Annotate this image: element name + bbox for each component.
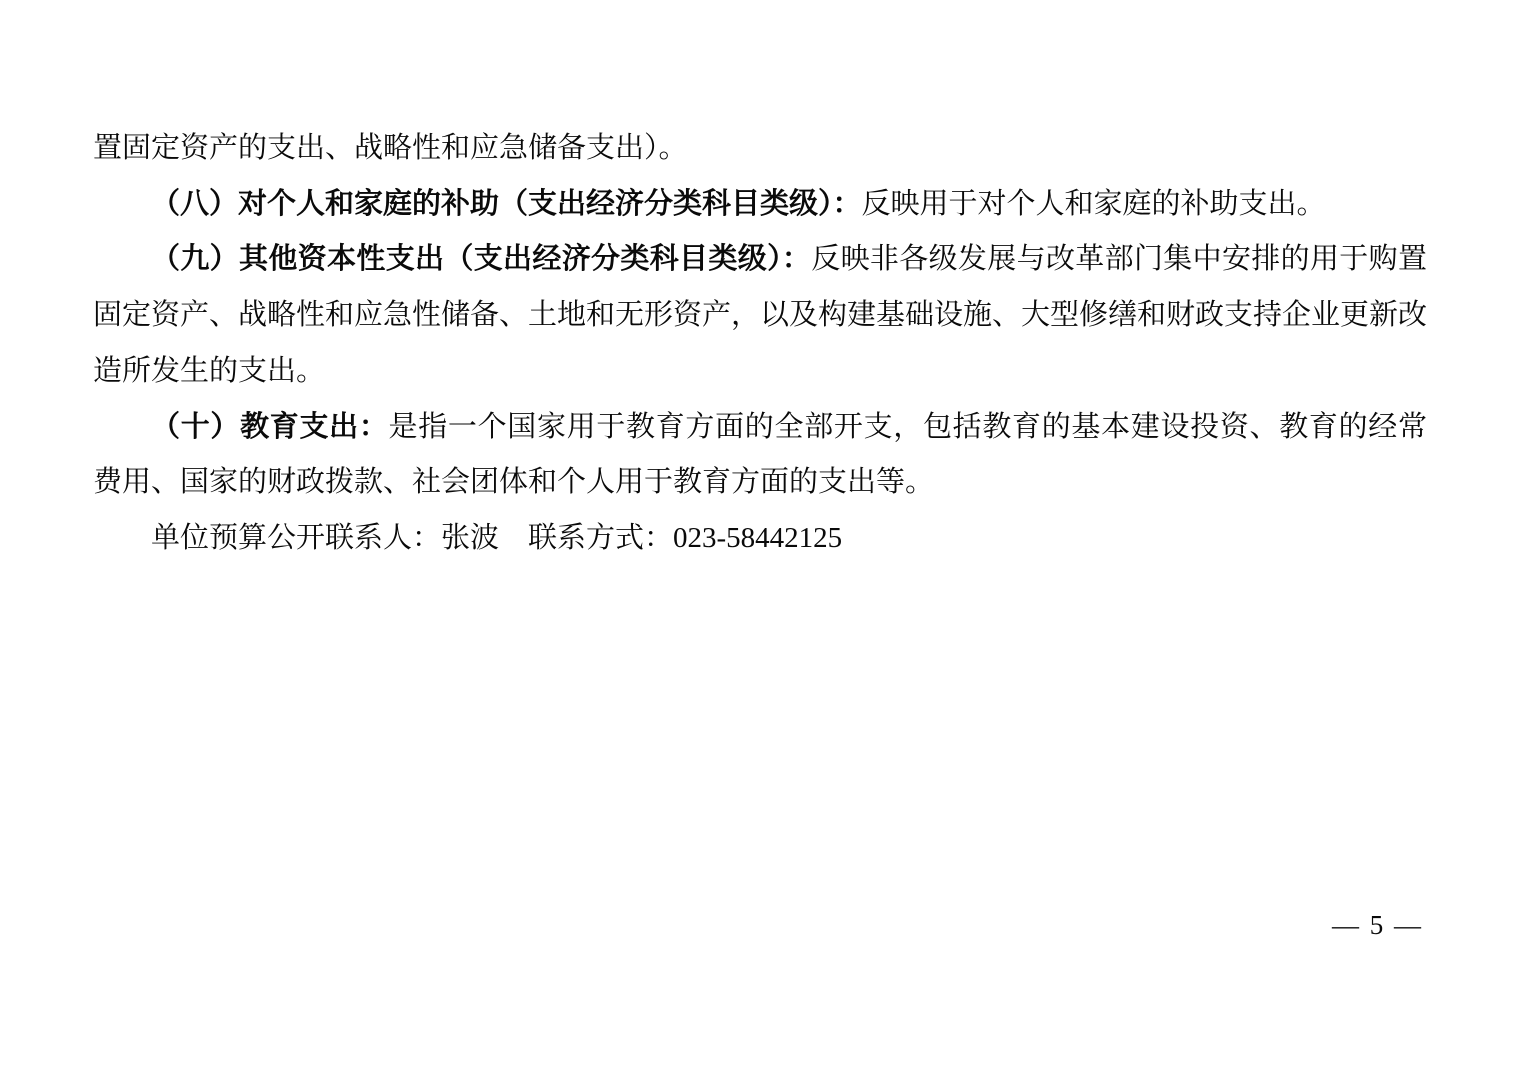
page-number: — 5 — <box>1332 910 1423 940</box>
paragraph-text: 置固定资产的支出、战略性和应急储备支出）。 <box>93 132 688 164</box>
paragraph-lead: （八）对个人和家庭的补助（支出经济分类科目类级）： <box>151 187 862 220</box>
paragraph-contact <box>93 511 1427 567</box>
paragraph-text: 反映非各级发展与改革部门集中安排的用于购置固定资产、战略性和应急性储备、土地和无形资产，以及构建基础设施、大型修缮和财政支持企业更新改造所发生的支出。 <box>93 243 1428 387</box>
paragraph-continuation <box>93 121 1427 177</box>
paragraph-lead: （十）教育支出： <box>151 410 389 443</box>
paragraph-lead: （九）其他资本性支出（支出经济分类科目类级）： <box>151 243 812 276</box>
paragraph-text: 是指一个国家用于教育方面的全部开支，包括教育的基本建设投资、教育的经常费用、国家的财政拨款、社会团体和个人用于教育方面的支出等。 <box>93 410 1427 499</box>
paragraph-text: 反映用于对个人和家庭的补助支出。 <box>861 187 1326 220</box>
contact-text: 单位预算公开联系人：张波 联系方式：023-58442125 <box>151 521 843 554</box>
paragraph-item-8 <box>93 177 1427 233</box>
paragraph-item-10 <box>93 400 1427 511</box>
paragraph-item-9 <box>93 232 1427 399</box>
document-content <box>93 121 1427 567</box>
